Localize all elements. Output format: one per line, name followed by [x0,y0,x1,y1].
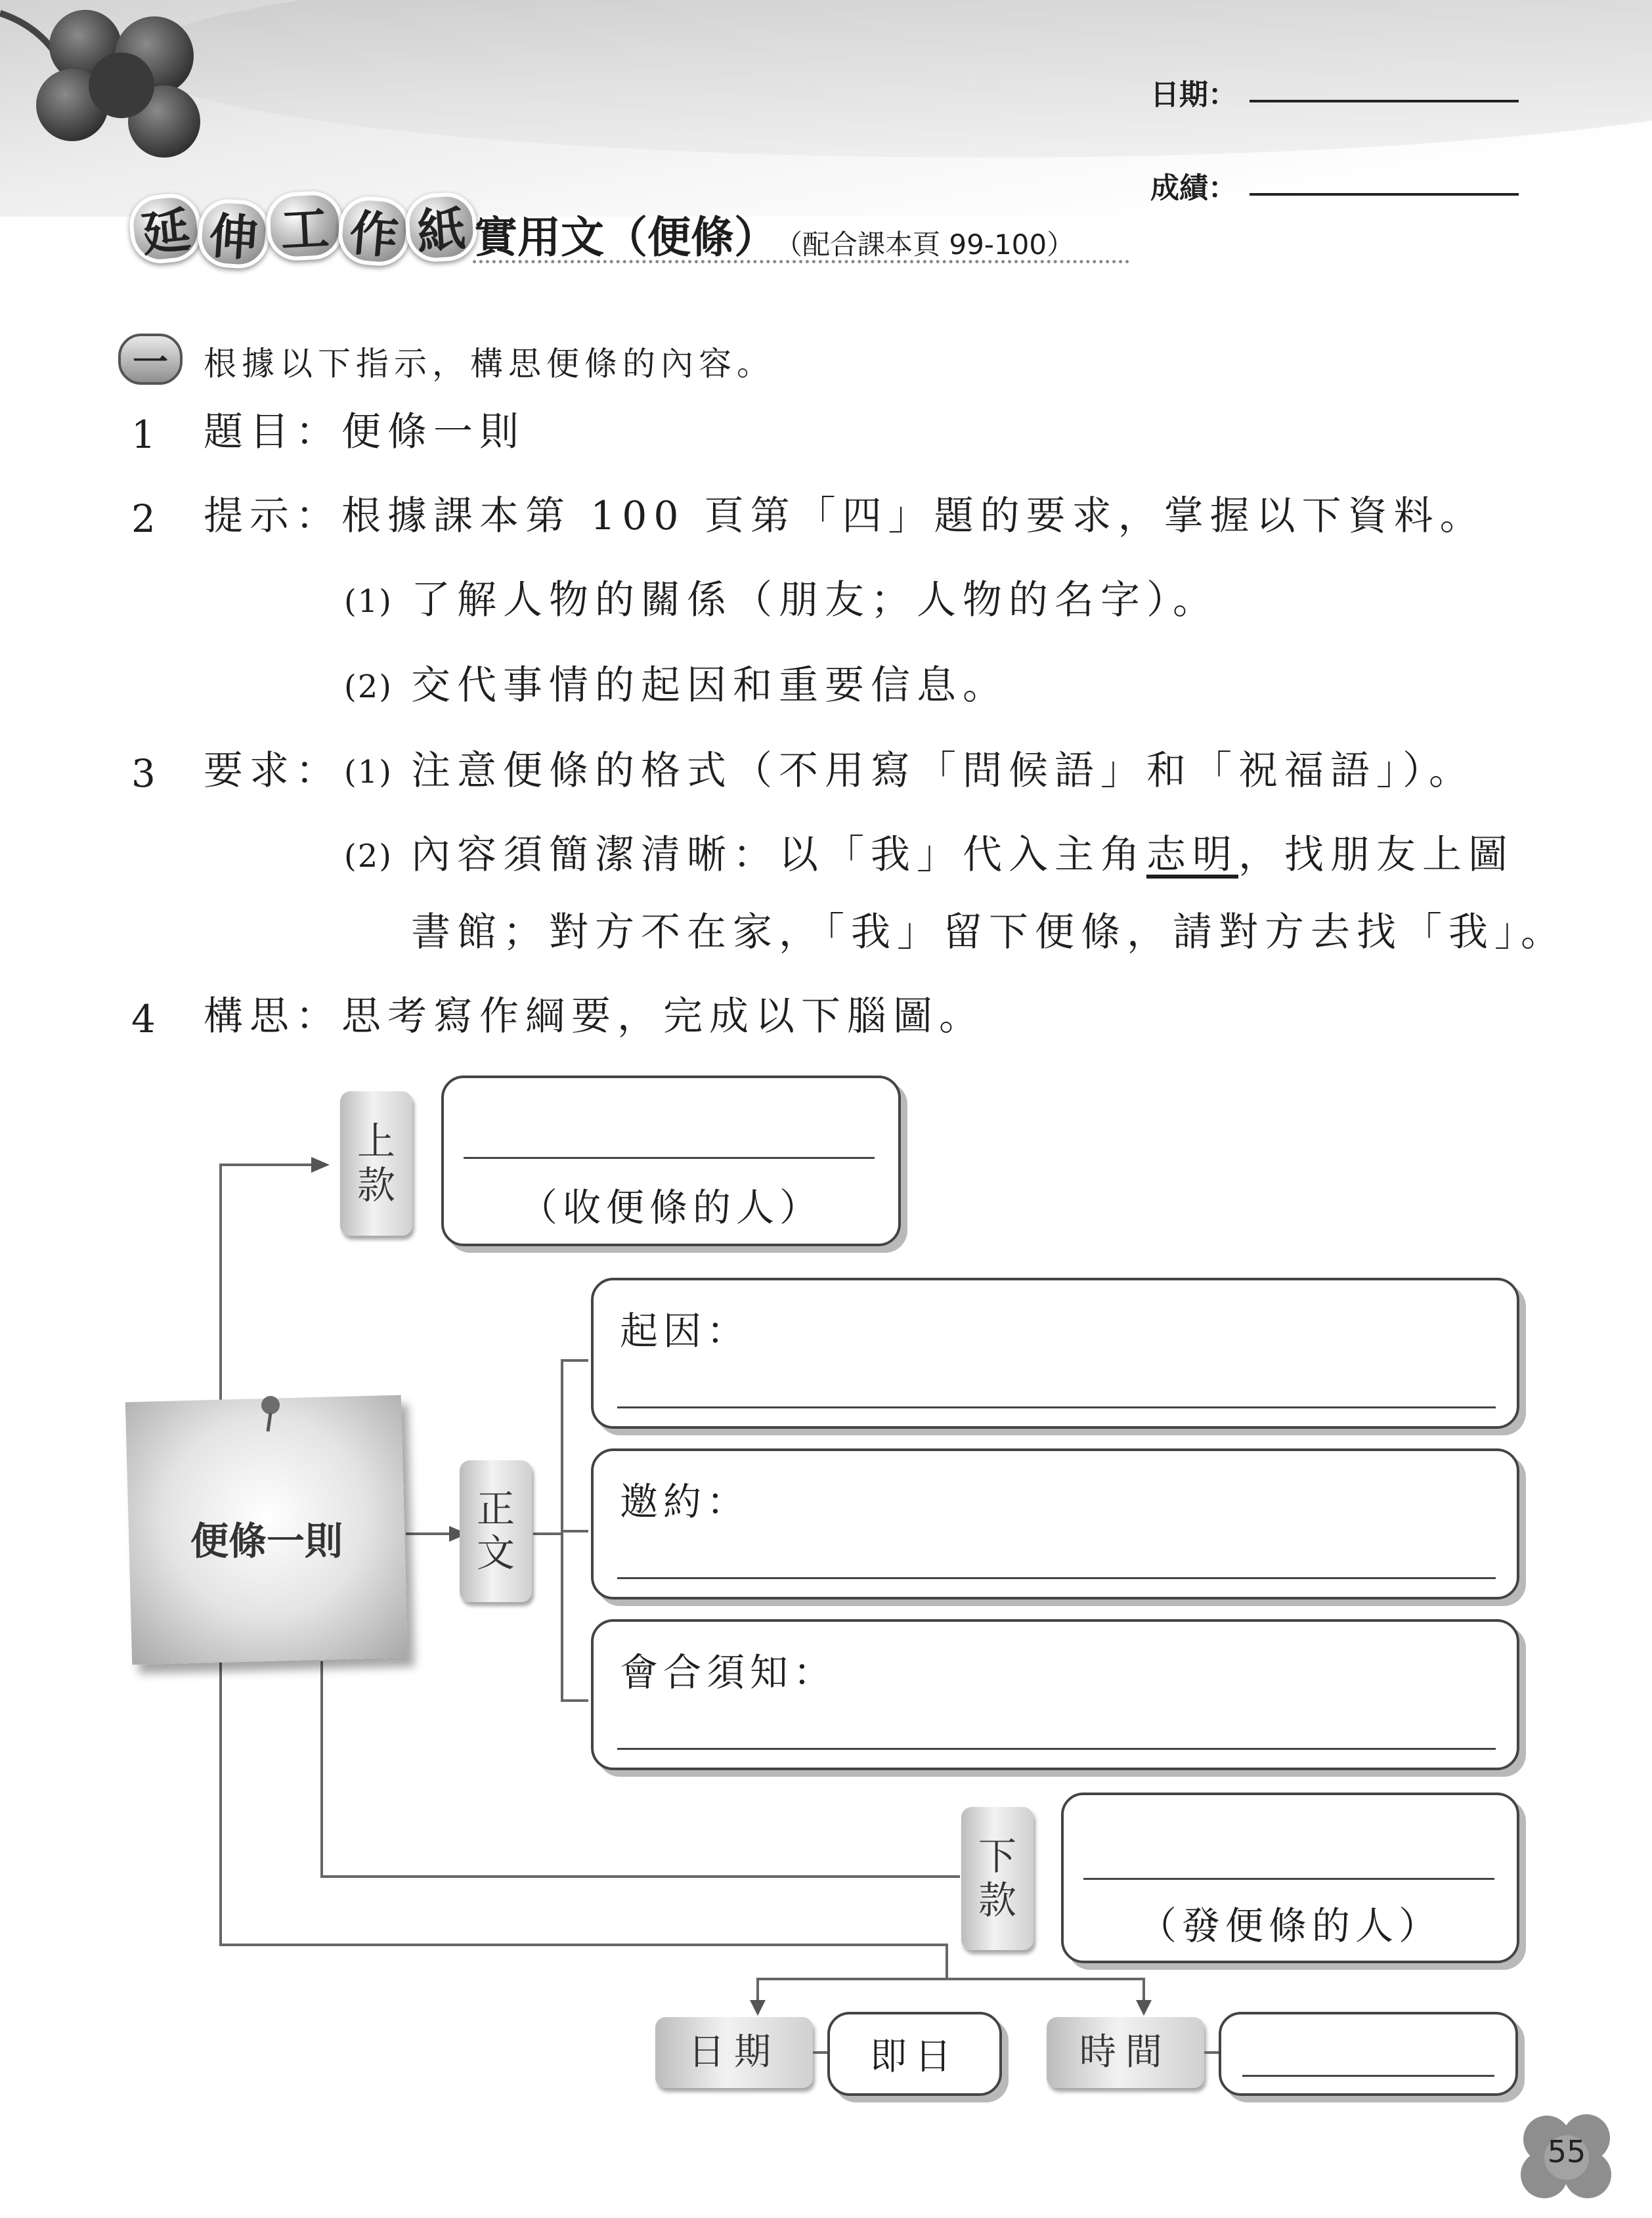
meeting-info-label: 會合須知： [620,1650,837,1695]
sender-hint: （發便條的人） [1138,1903,1442,1948]
item-3-sub2-line2: 書館；對方不在家，「我」留下便條，請對方去找「我」。 [411,909,1567,955]
page-number: 55 [1547,2134,1586,2169]
series-char: 工 [265,190,344,262]
shangkuan-tag [340,1091,412,1236]
page-reference: （配合課本頁 99-100） [775,228,1075,261]
cause-label: 起因： [620,1309,750,1353]
series-char: 紙 [404,190,479,263]
item-2-sub1-text: 了解人物的關係（朋友；人物的名字）。 [411,577,1219,623]
subitem-number: (1) [344,754,393,791]
subitem-number: (2) [344,668,393,705]
connector [813,2051,829,2054]
meeting-info-answer-line[interactable] [617,1748,1496,1750]
invite-label: 邀約： [620,1479,750,1524]
item-3-sub2-line1 [411,832,1514,878]
tag-char: 文 [476,1531,515,1575]
series-char: 作 [336,194,413,268]
subitem-number: (2) [344,838,393,875]
xiakuan-tag [961,1807,1033,1950]
item-number: 2 [131,496,156,541]
sender-box[interactable] [1061,1793,1519,1963]
arrow-down-icon [749,2000,767,2017]
date-label: 日期： [1150,78,1237,112]
item-number: 1 [131,412,156,457]
connector [561,1530,588,1533]
flower-icon [0,0,236,158]
item-3-label: 要求： [204,748,341,794]
arrow-down-icon [1135,2000,1153,2017]
item-3-sub1-text: 注意便條的格式（不用寫「問候語」和「祝福語」）。 [411,748,1475,794]
connector [219,1163,222,1414]
sender-answer-line[interactable] [1083,1878,1494,1880]
score-field[interactable] [1250,193,1519,196]
item-3-sub2-pre: 內容須簡潔清晰：以「我」代入主角 [411,832,1146,878]
time-tag: 時間 [1047,2017,1204,2088]
invite-answer-line[interactable] [617,1577,1496,1579]
series-char: 延 [127,191,204,267]
tag-char: 款 [978,1878,1016,1923]
connector [406,1533,453,1535]
invite-box[interactable] [591,1448,1519,1599]
subitem-number: (1) [344,583,393,620]
connector [320,1875,960,1878]
connector [320,1661,323,1877]
page-title: 實用文（便條） [474,212,777,263]
mindmap-center-label: 便條一則 [190,1519,343,1563]
arrow-right-icon [311,1156,331,1174]
connector [533,1533,562,1535]
section-number-badge: 一 [118,334,183,385]
pushpin-icon [256,1393,288,1434]
tag-char: 正 [476,1487,515,1532]
item-3-sub2-post: ，找朋友上圖 [1238,832,1514,878]
item-2-sub2-text: 交代事情的起因和重要信息。 [411,663,1009,708]
worksheet-series-title [130,190,470,268]
section-instruction: 根據以下指示，構思便條的內容。 [204,345,775,383]
connector [561,1359,588,1362]
zhengwen-tag [460,1460,532,1602]
recipient-box[interactable] [441,1076,901,1246]
item-4-text: 構思：思考寫作綱要，完成以下腦圖。 [204,993,985,1039]
date-tag: 日期 [655,2017,813,2088]
date-value-box: 即日 [827,2012,1002,2096]
cause-answer-line[interactable] [617,1406,1496,1408]
series-char: 伸 [196,197,272,270]
tag-char: 款 [357,1163,395,1207]
meeting-info-box[interactable] [591,1619,1519,1770]
item-number: 4 [131,997,156,1041]
connector [756,1978,1145,1980]
connector [219,1163,315,1166]
item-2-text: 提示：根據課本第 100 頁第「四」題的要求，掌握以下資料。 [204,493,1486,539]
recipient-answer-line[interactable] [464,1157,875,1159]
time-answer-line[interactable] [1242,2075,1494,2077]
item-number: 3 [131,751,156,796]
item-1-text: 題目：便條一則 [204,409,525,455]
score-label: 成績： [1150,171,1237,205]
time-box[interactable] [1219,2012,1518,2096]
connector [561,1699,588,1702]
connector [219,1661,222,1945]
title-divider [473,260,1129,263]
connector [1204,2051,1220,2054]
cause-box[interactable] [591,1278,1519,1429]
recipient-hint: （收便條的人） [519,1185,823,1230]
tag-char: 上 [357,1119,395,1164]
connector [946,1944,948,1979]
connector [219,1944,947,1946]
protagonist-name: 志明 [1146,832,1238,878]
date-field[interactable] [1250,100,1519,102]
tag-char: 下 [978,1834,1016,1879]
